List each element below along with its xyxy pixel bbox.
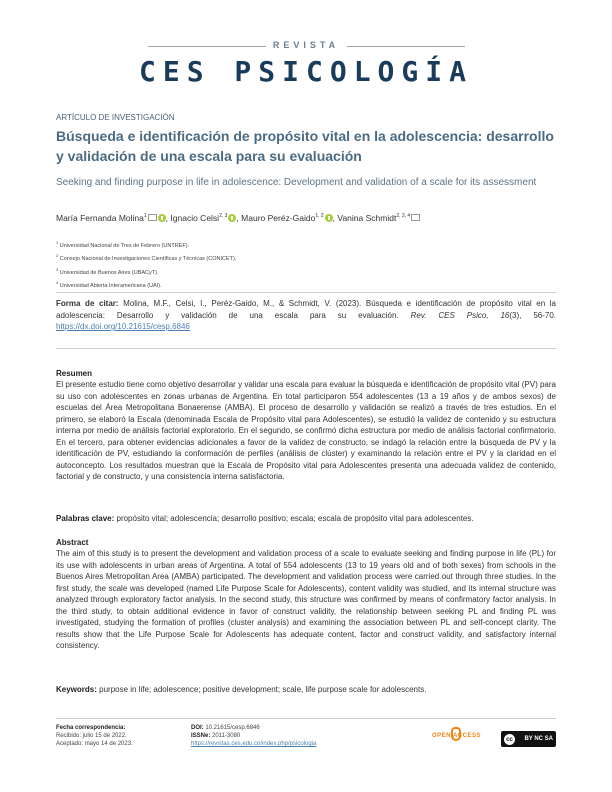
- author[interactable]: Vanina Schmidt$^{2, 3, 4}$: [337, 213, 411, 223]
- keywords: Keywords: purpose in life; adolescence; positive development; scale, life purpose scale for adolescents.: [56, 685, 427, 694]
- article-title-en: Seeking and finding purpose in life in adolescence: Development and validation of a scale for its assessment: [56, 177, 537, 188]
- author-list: María Fernanda Molina$^1$ , Ignacio Celsi$^{2, 3}$ , Mauro Peréz-Gaido$^{1, 2}$ , Vanina Schmidt$^{2, 3, 4}$: [56, 213, 576, 223]
- affiliation: $^2$ Consejo Nacional de Investigaciones Científicas y Técnicas (CONICET).: [56, 253, 237, 263]
- author[interactable]: Ignacio Celsi$^{2, 3}$: [170, 213, 228, 223]
- author[interactable]: María Fernanda Molina$^1$: [56, 213, 147, 223]
- journal-url-link[interactable]: https://revistas.ces.edu.co/index.php/psicologia: [191, 741, 317, 747]
- author[interactable]: Mauro Peréz-Gaido$^{1, 2}$: [241, 213, 324, 223]
- article-title-es: Búsqueda e identificación de propósito vital en la adolescencia: desarrollo y validación de una escala para su evaluación: [56, 128, 554, 164]
- orcid-icon[interactable]: [325, 214, 333, 222]
- citation-rule-top: [56, 292, 556, 293]
- citation-box: Forma de citar: Molina, M.F., Celsi, I., Peréz-Gaido, M., & Schmidt, V. (2023). Búsqueda e identificación de propósito vital en la adolescencia: Desarrollo y validación de una escala para su evaluación. Rev. CES Psico, 16(3), 56-70. https://dx.doi.org/10.21615/cesp.6846: [56, 299, 557, 331]
- journal-kicker: REVISTA: [272, 40, 340, 50]
- orcid-icon[interactable]: [158, 214, 166, 222]
- email-icon[interactable]: [148, 214, 157, 221]
- affiliation: $^3$ Universidad de Buenos Aires (UBACyT).: [56, 266, 159, 276]
- email-icon[interactable]: [411, 214, 420, 221]
- open-access-label: OPEN ACCESS: [432, 733, 481, 739]
- citation-rule-bottom: [56, 348, 556, 349]
- resumen-body: El presente estudio tiene como objetivo desarrollar y validar una escala para evaluar la búsqueda e identificación de propósito vital (PV) para su uso con adolescentes en zonas urbanas de Argentina. En total participaron 554 adolescentes (13 a 19 años y de ambos sexos) de escuelas del Área Metropolitana Bonaerense (AMBA). El proceso de desarrollo y validación se realizó a través de tres estudios. En el primero, se elaboró la Escala (denominada Escala de Propósito vital para Adolescentes), se estudió la validez de contenido y su estructura interna por medio de análisis factorial exploratorio. En el segundo, se confirmó dicha estructura por medio de análisis factorial confirmatorio. En el tercero, para obtener evidencias adicionales a favor de la validez de constructo, se indagó la relación entre la búsqueda de PV y la identificación de PV, estudiando la conformación de perfiles (análisis de clúster) y examinando la relación entre el PV y la claridad en el autoconcepto. Los resultados muestran que la Escala de Propósito vital para Adolescentes presenta una adecuada validez de contenido, factorial y de constructo, y una consistencia interna satisfactoria.: [56, 380, 556, 481]
- citation-doi-link[interactable]: https://dx.doi.org/10.21615/cesp.6846: [56, 322, 190, 331]
- cc-icon: cc: [504, 734, 515, 745]
- affiliation: $^1$ Universidad Nacional de Tres de Febrero (UNTREF).: [56, 240, 190, 249]
- correspondence-dates: Fecha correspondencia: Recibido: julio 15 de 2022. Aceptado: mayo 14 de 2023.: [56, 725, 133, 747]
- article-type: ARTÍCULO DE INVESTIGACIÓN: [56, 113, 175, 122]
- abstract-body: The aim of this study is to present the development and validation process of a scale to evaluate seeking and finding purpose in life (PL) for its use with adolescents in urban areas of Argentina. A total of 554 adolescents (13 to 19 years old and of both sexes) from schools in the Buenos Aires Metropolitan Area (AMBA) participated. The development and validation process were carried out through three studies. In the first study, the scale was developed (named Life Purpose Scale for Adolescents), content validity was studied, and its internal structure was analyzed through exploratory factor analysis. In the second study, this structure was confirmed by means of confirmatory factor analysis. In the third study, to obtain additional evidence in favor of construct validity, the relationship between seeking PL and finding PL was investigated, studying the formation of profiles (cluster analysis) and examining the association between PL and self-concept clarity. The results show that the Life Purpose Scale for Adolescents has adequate content, factor and construct validity, and satisfactory internal consistency.: [56, 549, 556, 650]
- cc-license-badge[interactable]: cc BY NC SA: [501, 731, 556, 747]
- palabras-clave: Palabras clave: propósito vital; adolescencia; desarrollo positivo; escala; escala de propósito vital para adolescentes.: [56, 514, 474, 523]
- doi-info: DOI: 10.21615/cesp.6846 ISSNe: 2011-3080 https://revistas.ces.edu.co/index.php/psicologia: [191, 725, 317, 747]
- journal-title: CES PSICOLOGÍA: [138, 55, 473, 88]
- footer-rule: [56, 718, 556, 719]
- resumen-heading: Resumen: [56, 369, 93, 378]
- abstract-heading: Abstract: [56, 538, 89, 547]
- affiliations: [56, 238, 236, 291]
- affiliation: $^4$ Universidad Abierta Interamericana (UAI).: [56, 279, 162, 289]
